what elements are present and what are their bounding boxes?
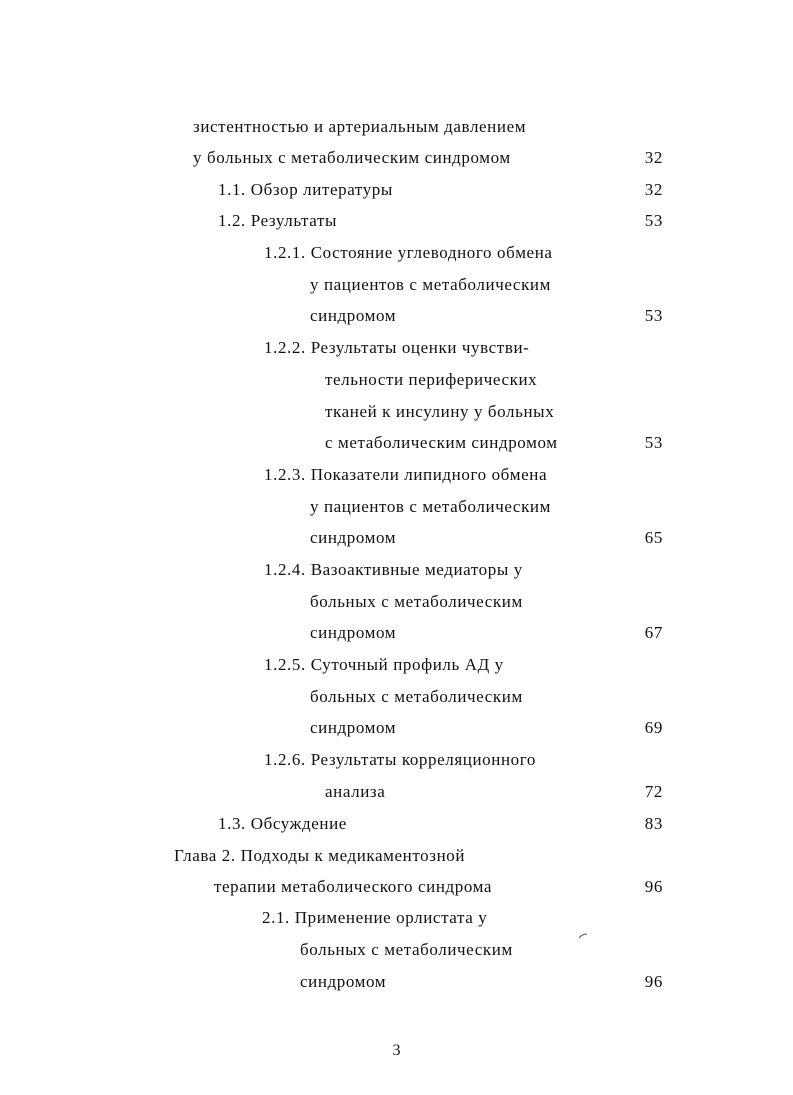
toc-page-number: 83 [644, 814, 663, 833]
toc-page-number: 96 [644, 877, 663, 896]
toc-page-number: 72 [644, 782, 663, 801]
toc-line: 1.2.6. Результаты корреляционного [264, 750, 537, 769]
toc-line: 1.1. Обзор литературы [218, 180, 393, 199]
toc-line: с метаболическим синдромом [325, 433, 558, 452]
toc-line: синдромом [300, 972, 387, 991]
toc-line: больных с метаболическим [300, 940, 513, 959]
toc-line: у больных с метаболическим синдромом [193, 148, 511, 167]
toc-line: 1.2.4. Вазоактивные медиаторы у [264, 560, 523, 579]
toc-line: больных с метаболическим [310, 687, 523, 706]
pen-mark [578, 933, 588, 939]
toc-page-number: 53 [644, 433, 663, 452]
page-number: 3 [392, 1042, 401, 1059]
toc-line: тканей к инсулину у больных [325, 402, 555, 421]
toc-line: 1.2. Результаты [218, 211, 338, 230]
toc-page-number: 67 [644, 623, 663, 642]
toc-line: у пациентов с метаболическим [310, 275, 551, 294]
toc-page-number: 53 [644, 211, 663, 230]
toc-line: зистентностью и артериальным давлением [193, 117, 527, 136]
toc-page-number: 32 [644, 180, 663, 199]
toc-line: 1.2.1. Состояние углеводного обмена [264, 243, 553, 262]
toc-line: анализа [325, 782, 386, 801]
toc-page-number: 69 [644, 718, 663, 737]
toc-page-number: 53 [644, 306, 663, 325]
toc-line: 1.2.2. Результаты оценки чувстви- [264, 338, 530, 357]
toc-line: терапии метаболического синдрома [214, 877, 493, 896]
toc-line: синдромом [310, 528, 397, 547]
toc-line: 1.2.5. Суточный профиль АД у [264, 655, 504, 674]
toc-line: больных с метаболическим [310, 592, 523, 611]
toc-page-number: 65 [644, 528, 663, 547]
toc-line: у пациентов с метаболическим [310, 497, 551, 516]
toc-line: 1.2.3. Показатели липидного обмена [264, 465, 548, 484]
toc-line: синдромом [310, 306, 397, 325]
toc-line: Глава 2. Подходы к медикаментозной [174, 846, 466, 865]
toc-line: 1.3. Обсуждение [218, 814, 347, 833]
toc-line: тельности периферических [325, 370, 538, 389]
toc-line: синдромом [310, 718, 397, 737]
toc-line: 2.1. Применение орлистата у [262, 908, 488, 927]
toc-line: синдромом [310, 623, 397, 642]
toc-page-number: 96 [644, 972, 663, 991]
toc-page-number: 32 [644, 148, 663, 167]
